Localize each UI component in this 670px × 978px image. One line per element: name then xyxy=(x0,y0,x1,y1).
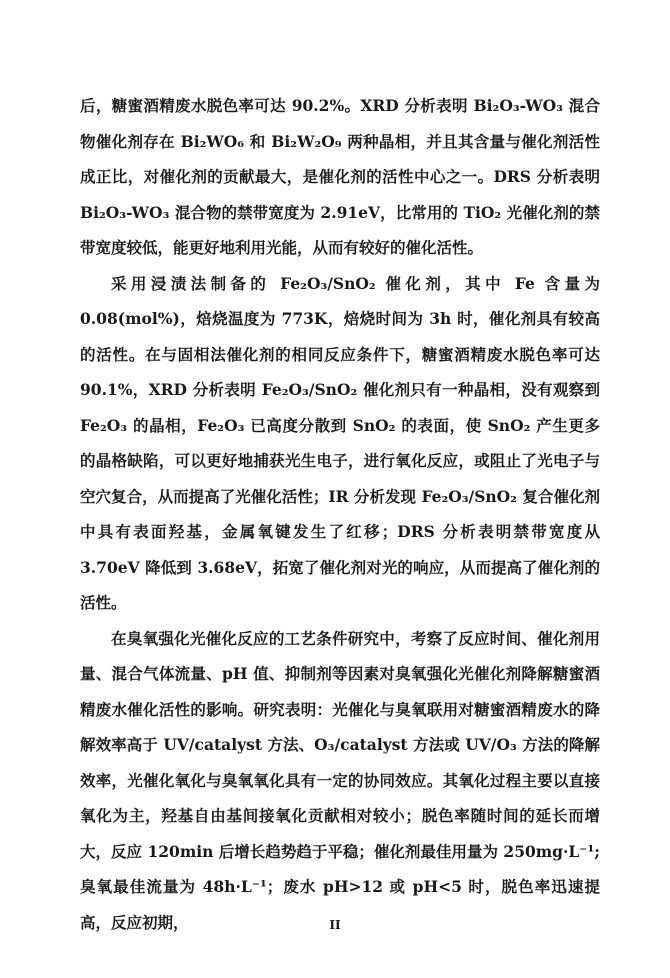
page-body xyxy=(80,88,600,940)
page-number: II xyxy=(329,918,341,932)
paragraph-1: 后，糖蜜酒精废水脱色率可达 90.2%。XRD 分析表明 Bi₂O₃-WO₃ 混合物催化剂存在 Bi₂WO₆ 和 Bi₂W₂O₉ 两种晶相，并且其含量与催化剂活性成正比，对催化剂的贡献最大，是催化剂的活性中心之一。DRS 分析表明 Bi₂O₃-WO₃ 混合物的禁带宽度为 2.91eV，比常用的 TiO₂ 光催化剂的禁带宽度较低，能更好地利用光能，从而有较好的催化活性。 xyxy=(80,96,600,257)
paragraph-3: 在臭氧强化光催化反应的工艺条件研究中，考察了反应时间、催化剂用量、混合气体流量、pH 值、抑制剂等因素对臭氧强化光催化剂降解糖蜜酒精废水催化活性的影响。研究表明：光催化与臭氧联用对糖蜜酒精废水的降解效率高于 UV/catalyst 方法、O₃/catalyst 方法或 UV/O₃ 方法的降解效率，光催化氧化与臭氧氧化具有一定的协同效应。其氧化过程主要以直接氧化为主，羟基自由基间接氧化贡献相对较小；脱色率随时间的延长而增大，反应 120min 后增长趋势趋于平稳；催化剂最佳用量为 250mg·L⁻¹;臭氧最佳流量为 48h·L⁻¹；废水 pH>12 或 pH<5 时，脱色率迅速提高，反应初期， xyxy=(80,628,600,932)
paragraph-2: 采用浸渍法制备的 Fe₂O₃/SnO₂ 催化剂，其中 Fe 含量为 0.08(mol%)，焙烧温度为 773K，焙烧时间为 3h 时，催化剂具有较高的活性。在与固相法催化剂的相同反应条件下，糖蜜酒精废水脱色率可达 90.1%，XRD 分析表明 Fe₂O₃/SnO₂ 催化剂只有一种晶相，没有观察到 Fe₂O₃ 的晶相，Fe₂O₃ 已高度分散到 SnO₂ 的表面，使 SnO₂ 产生更多的晶格缺陷，可以更好地捕获光生电子，进行氧化反应，或阻止了光电子与空穴复合，从而提高了光催化活性；IR 分析发现 Fe₂O₃/SnO₂ 复合催化剂中具有表面羟基，金属氧键发生了红移；DRS 分析表明禁带宽度从 3.70eV 降低到 3.68eV，拓宽了催化剂对光的响应，从而提高了催化剂的活性。 xyxy=(80,273,600,612)
